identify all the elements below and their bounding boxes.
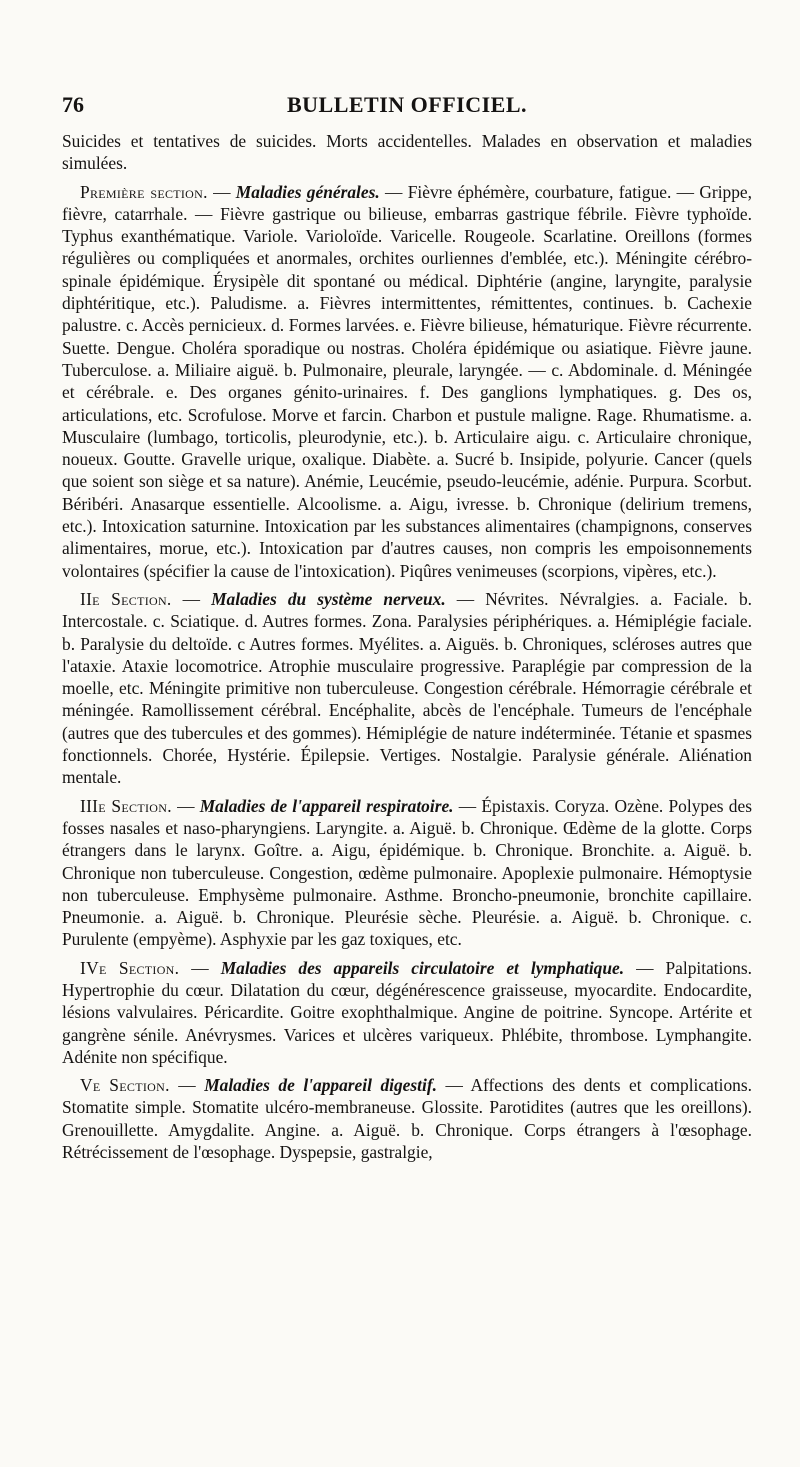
- section-heading: Maladies du système nerveux.: [211, 588, 446, 609]
- section-5-paragraph: Ve Section. — Maladies de l'appareil digestif. — Affections des dents et complications. Stomatite simple. Stomatite ulcéro-membraneuse. Glossite. Parotidites (autres que les oreillons). Grenouillette. Amygdalite. Angine. a. Aiguë. b. Chronique. Corps étrangers à l'œsophage. Rétrécissement de l'œsophage. Dyspepsie, gastralgie,: [62, 1075, 752, 1163]
- section-1-paragraph: Première section. — Maladies générales. — Fièvre éphémère, courbature, fatigue. — Grippe, fièvre, catarrhale. — Fièvre gastrique ou bilieuse, embarras gastrique fébrile. Fièvre typhoïde. Typhus exanthématique. Variole. Varioloïde. Varicelle. Rougeole. Scarlatine. Oreillons (formes régulières ou compliquées et anormales, orchites ourliennes d'emblée, etc.). Méningite cérébro-spinale épidémique. Érysipèle dit spontané ou médical. Diphtérie (angine, laryngite, paralysie diphtéritique, etc.). Paludisme. a. Fièvres intermittentes, rémittentes, continues. b. Cachexie palustre. c. Accès pernicieux. d. Formes larvées. e. Fièvre bilieuse, hématurique. Fièvre récurrente. Suette. Dengue. Choléra sporadique ou nostras. Choléra épidémique ou asiatique. Fièvre jaune. Tuberculose. a. Miliaire aiguë. b. Pulmonaire, pleurale, laryngée. — c. Abdominale. d. Méningée et cérébrale. e. Des organes génito-urinaires. f. Des ganglions lymphatiques. g. Des os, articulations, etc. Scrofulose. Morve et farcin. Charbon et pustule maligne. Rage. Rhumatisme. a. Musculaire (lumbago, torticolis, pleurodynie, etc.). b. Articulaire aigu. c. Articulaire chronique, noueux. Goutte. Gravelle urique, oxalique. Diabète. a. Sucré b. Insipide, polyurie. Cancer (quels que soient son siège et sa nature). Anémie, Leucémie, pseudo-leucémie, adénie. Purpura. Scorbut. Béribéri. Anasarque essentielle. Alcoolisme. a. Aigu, ivresse. b. Chronique (delirium tremens, etc.). Intoxication saturnine. Intoxication par les substances alimentaires (champignons, conserves alimentaires, morue, etc.). Intoxication par d'autres causes, non compris les empoisonnements volontaires (spécifier la cause de l'intoxication). Piqûres venimeuses (scorpions, vipères, etc.).: [62, 181, 752, 581]
- section-label: IIIe Section.: [80, 795, 172, 816]
- section-3-paragraph: IIIe Section. — Maladies de l'appareil respiratoire. — Épistaxis. Coryza. Ozène. Polypes des fosses nasales et naso-pharyngiens. Laryngite. a. Aiguë. b. Chronique. Œdème de la glotte. Corps étrangers dans le larynx. Goître. a. Aigu, épidémique. b. Chronique. Bronchite. a. Aiguë. b. Chronique non tuberculeuse. Congestion, œdème pulmonaire. Apoplexie pulmonaire. Hémoptysie non tuberculeuse. Emphysème pulmonaire. Asthme. Broncho-pneumonie, bronchite capillaire. Pneumonie. a. Aiguë. b. Chronique. Pleurésie sèche. Pleurésie. a. Aiguë. b. Chronique. c. Purulente (empyème). Asphyxie par les gaz toxiques, etc.: [62, 795, 752, 950]
- section-4-paragraph: IVe Section. — Maladies des appareils circulatoire et lymphatique. — Palpitations. Hypertrophie du cœur. Dilatation du cœur, dégénérescence graisseuse, myocardite. Endocardite, lésions valvulaires. Péricardite. Goitre exophthalmique. Angine de poitrine. Syncope. Artérite et gangrène sénile. Anévrysmes. Varices et ulcères variqueux. Phlébite, thrombose. Lymphangite. Adénite non spécifique.: [62, 957, 752, 1067]
- paragraph-text: Suicides et tentatives de suicides. Morts accidentelles. Malades en observation et maladies simulées.: [62, 131, 752, 174]
- section-label: IVe Section.: [80, 957, 180, 978]
- page-header: [62, 92, 752, 122]
- section-heading: Maladies de l'appareil digestif.: [204, 1075, 437, 1096]
- section-2-paragraph: IIe Section. — Maladies du système nerveux. — Névrites. Névralgies. a. Faciale. b. Intercostale. c. Sciatique. d. Autres formes. Zona. Paralysies périphériques. a. Hémiplégie faciale. b. Paralysie du deltoïde. c Autres formes. Myélites. a. Aiguës. b. Chroniques, scléroses autres que l'ataxie. Ataxie locomotrice. Atrophie musculaire progressive. Paraplégie par compression de la moelle, etc. Méningite primitive non tuberculeuse. Congestion cérébrale. Hémorragie cérébrale et méningée. Ramollissement cérébral. Encéphalite, abcès de l'encéphale. Tumeurs de l'encéphale (autres que des tubercules et des gommes). Hémiplégie de nature indéterminée. Tétanie et spasmes fonctionnels. Chorée, Hystérie. Épilepsie. Vertiges. Nostalgie. Paralysie générale. Aliénation mentale.: [62, 588, 752, 788]
- paragraph-text: — Affections des dents et complications. Stomatite simple. Stomatite ulcéro-membraneuse. Glossite. Parotidites (autres que les oreillons). Grenouillette. Amygdalite. Angine. a. Aiguë. b. Chronique. Corps étrangers à l'œsophage. Rétrécissement de l'œsophage. Dyspepsie, gastralgie,: [62, 1075, 752, 1163]
- section-heading: Maladies de l'appareil respiratoire.: [199, 795, 454, 816]
- section-label: Ve Section.: [80, 1075, 170, 1096]
- section-heading: Maladies générales.: [235, 181, 380, 202]
- page-number: 76: [62, 92, 84, 117]
- running-title: BULLETIN OFFICIEL.: [286, 92, 528, 117]
- paragraph-text: — Névrites. Névralgies. a. Faciale. b. Intercostale. c. Sciatique. d. Autres formes. Zona. Paralysies périphériques. a. Hémiplégie faciale. b. Paralysie du deltoïde. c Autres formes. Myélites. a. Aiguës. b. Chroniques, scléroses autres que l'ataxie. Ataxie locomotrice. Atrophie musculaire progressive. Paraplégie par compression de la moelle, etc. Méningite primitive non tuberculeuse. Congestion cérébrale. Hémorragie cérébrale et méningée. Ramollissement cérébral. Encéphalite, abcès de l'encéphale. Tumeurs de l'encéphale (autres que des tubercules et des gommes). Hémiplégie de nature indéterminée. Tétanie et spasmes fonctionnels. Chorée, Hystérie. Épilepsie. Vertiges. Nostalgie. Paralysie générale. Aliénation mentale.: [62, 588, 752, 788]
- section-heading: Maladies des appareils circulatoire et lymphatique.: [220, 957, 625, 978]
- paragraph-text: — Palpitations. Hypertrophie du cœur. Dilatation du cœur, dégénérescence graisseuse, myocardite. Endocardite, lésions valvulaires. Péricardite. Goitre exophthalmique. Angine de poitrine. Syncope. Artérite et gangrène sénile. Anévrysmes. Varices et ulcères variqueux. Phlébite, thrombose. Lymphangite. Adénite non spécifique.: [62, 957, 752, 1067]
- section-label: Première section.: [80, 181, 208, 202]
- body-text: [62, 130, 752, 1169]
- section-label: IIe Section.: [80, 588, 172, 609]
- paragraph-text: — Fièvre éphémère, courbature, fatigue. — Grippe, fièvre, catarrhale. — Fièvre gastrique ou bilieuse, embarras gastrique fébrile. Fièvre typhoïde. Typhus exanthématique. Variole. Varioloïde. Varicelle. Rougeole. Scarlatine. Oreillons (formes régulières ou compliquées et anormales, orchites ourliennes d'emblée, etc.). Méningite cérébro-spinale épidémique. Érysipèle dit spontané ou médical. Diphtérie (angine, laryngite, paralysie diphtéritique, etc.). Paludisme. a. Fièvres intermittentes, rémittentes, continues. b. Cachexie palustre. c. Accès pernicieux. d. Formes larvées. e. Fièvre bilieuse, hématurique. Fièvre récurrente. Suette. Dengue. Choléra sporadique ou nostras. Choléra épidémique ou asiatique. Fièvre jaune. Tuberculose. a. Miliaire aiguë. b. Pulmonaire, pleurale, laryngée. — c. Abdominale. d. Méningée et cérébrale. e. Des organes génito-urinaires. f. Des ganglions lymphatiques. g. Des os, articulations, etc. Scrofulose. Morve et farcin. Charbon et pustule maligne. Rage. Rhumatisme. a. Musculaire (lumbago, torticolis, pleurodynie, etc.). b. Articulaire aigu. c. Articulaire chronique, noueux. Goutte. Gravelle urique, oxalique. Diabète. a. Sucré b. Insipide, polyurie. Cancer (quels que soient son siège et sa nature). Anémie, Leucémie, pseudo-leucémie, adénie. Purpura. Scorbut. Béribéri. Anasarque essentielle. Alcoolisme. a. Aigu, ivresse. b. Chronique (delirium tremens, etc.). Intoxication saturnine. Intoxication par les substances alimentaires (champignons, conserves alimentaires, morue, etc.). Intoxication par d'autres causes, non compris les empoisonnements volontaires (spécifier la cause de l'intoxication). Piqûres venimeuses (scorpions, vipères, etc.).: [62, 181, 752, 581]
- paragraph-text: — Épistaxis. Coryza. Ozène. Polypes des fosses nasales et naso-pharyngiens. Laryngite. a. Aiguë. b. Chronique. Œdème de la glotte. Corps étrangers dans le larynx. Goître. a. Aigu, épidémique. b. Chronique. Bronchite. a. Aiguë. b. Chronique non tuberculeuse. Congestion, œdème pulmonaire. Apoplexie pulmonaire. Hémoptysie non tuberculeuse. Emphysème pulmonaire. Asthme. Broncho-pneumonie, bronchite capillaire. Pneumonie. a. Aiguë. b. Chronique. Pleurésie sèche. Pleurésie. a. Aiguë. b. Chronique. c. Purulente (empyème). Asphyxie par les gaz toxiques, etc.: [62, 795, 752, 950]
- paragraph-intro: [62, 130, 752, 175]
